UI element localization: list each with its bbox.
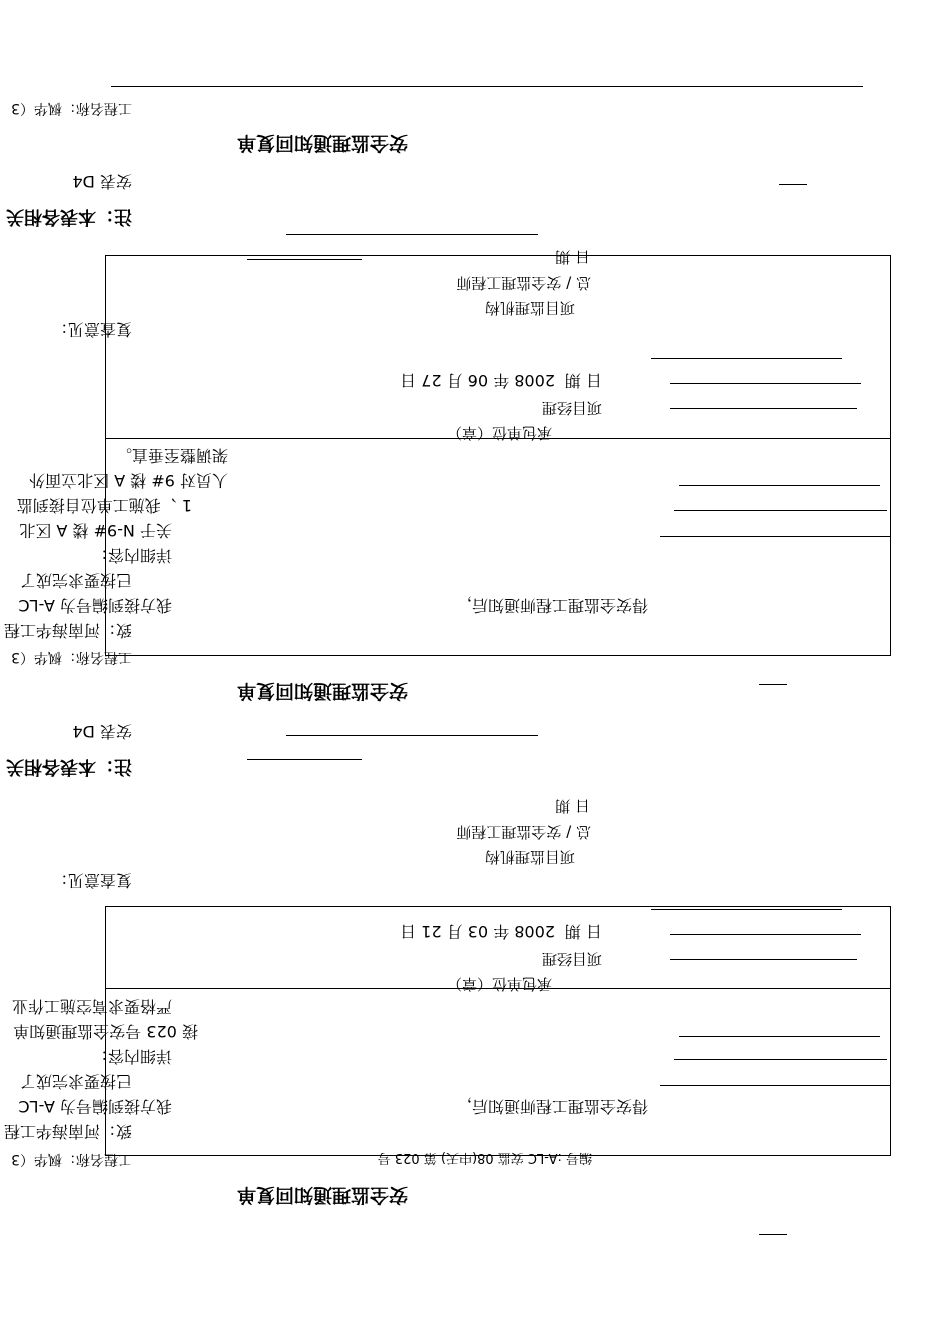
contractor-label: 承包单位（章）	[446, 975, 552, 993]
review-date-label: 日 期	[555, 797, 590, 815]
supervision-label: 项目监理机构	[484, 848, 575, 866]
serial-rule-3	[759, 1234, 787, 1235]
project-manager-label-2: 项目经理	[541, 399, 602, 417]
box-divider-2	[105, 988, 891, 989]
received-blank	[286, 234, 538, 235]
project-manager-label: 项目经理	[541, 950, 602, 968]
project-manager-line-2	[670, 934, 861, 935]
date-label-2: 日 期	[564, 371, 602, 390]
contractor-sign-line-2	[651, 909, 842, 910]
serial-rule-2	[759, 684, 787, 685]
form-code-2: 安表 D4	[72, 172, 132, 191]
completed-line: 已按要求完成了	[19, 1072, 132, 1091]
serial-number: 编号 :A-LC 安监 08(中天) 第 023 号	[377, 1150, 592, 1165]
to-line: 致：河南海华工程	[3, 1122, 132, 1141]
project-name-label-3: 工程名称：枫华（3	[11, 100, 132, 116]
detail-line-1: 接 023 号安全监理通知单	[13, 1022, 198, 1041]
chief-engineer-label: 总 / 安全监理工程师	[456, 823, 591, 841]
review-label-2: 复查意见：	[51, 320, 132, 339]
form-code: 安表 D4	[72, 722, 132, 741]
supervision-line-2	[679, 1036, 880, 1037]
header-rule	[111, 86, 863, 87]
received-line-tail: 得安全监理工程师通知后，	[455, 1097, 648, 1116]
completed-blank-2	[247, 759, 362, 760]
footnote: 注：本表各相关	[6, 756, 132, 777]
review-date-line-2	[660, 1085, 890, 1086]
form-title-3: 安全监理通知回复单	[236, 132, 408, 154]
received-line-2: 我方接到编号为 A-LC	[18, 596, 172, 615]
received-blank-2	[286, 735, 538, 736]
detail2-line-3: 人员对 9# 楼 A 区北立面外	[29, 471, 228, 490]
completed-line-2: 已按要求完成了	[19, 571, 132, 590]
form-title-2: 安全监理通知回复单	[236, 680, 408, 702]
chief-engineer-label-2: 总 / 安全监理工程师	[456, 274, 591, 292]
detail-line-2: 严格要求高空施工作业	[11, 997, 172, 1016]
detail-label: 详细内容：	[91, 1047, 172, 1066]
chief-engineer-line-2	[674, 1059, 887, 1060]
received-line-tail-2: 得安全监理工程师通知后，	[455, 596, 648, 615]
received-line: 我方接到编号为 A-LC	[18, 1097, 172, 1116]
detail2-line-2: 1 、我施工单位自接到监	[16, 496, 192, 515]
date-rule-2	[670, 959, 857, 960]
contractor-label-2: 承包单位（章）	[446, 424, 552, 442]
form-title: 安全监理通知回复单	[236, 1184, 408, 1206]
detail2-line-4: 架调整至垂直。	[115, 446, 228, 465]
detail-label-2: 详细内容：	[91, 546, 172, 565]
serial-rule	[779, 184, 807, 185]
to-line-2: 致：河南海华工程	[3, 621, 132, 640]
project-name-label-2: 工程名称：枫华（3	[11, 649, 132, 665]
date-value-2: 2008 年 06 月 27 日	[400, 371, 555, 390]
detail2-line-1: 关于 N-9# 楼 A 区北	[19, 521, 172, 540]
footnote-2: 注：本表各相关	[6, 206, 132, 227]
project-name-label: 工程名称：枫华（3	[11, 1151, 132, 1167]
review-date-label-2: 日 期	[555, 248, 590, 266]
review-label: 复查意见：	[51, 871, 132, 890]
supervision-label-2: 项目监理机构	[484, 299, 575, 317]
date-label: 日 期	[564, 922, 602, 941]
date-value: 2008 年 03 月 21 日	[400, 922, 555, 941]
